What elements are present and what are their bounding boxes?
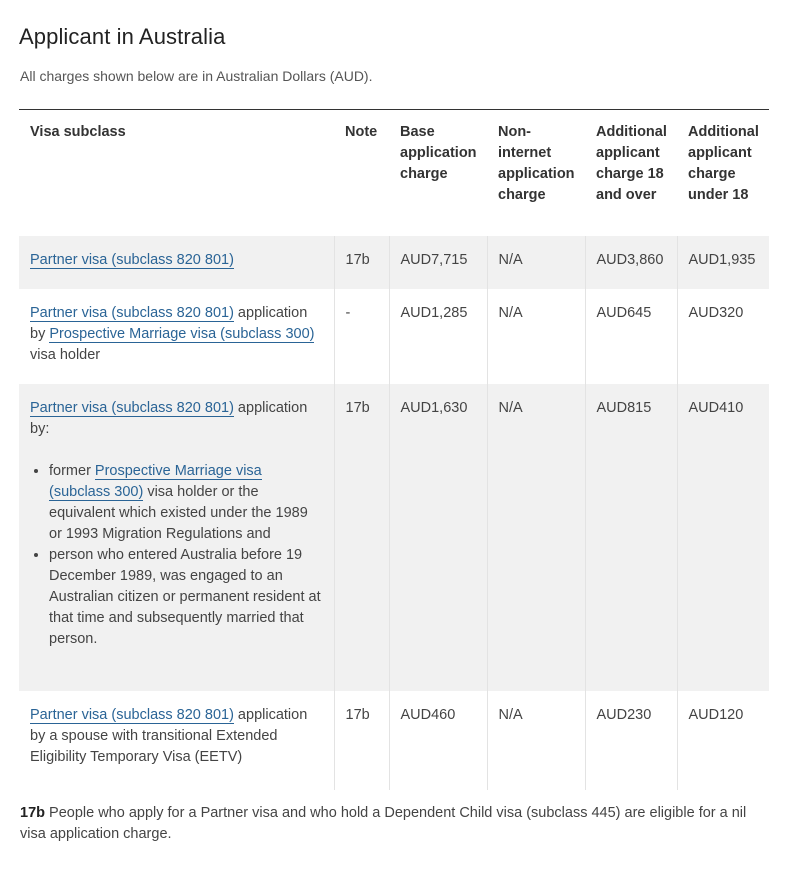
table-row — [19, 384, 769, 691]
additional-under-18-cell: AUD320 — [677, 289, 769, 384]
table-header-row — [19, 110, 769, 237]
bullet-text: person who entered Australia before 19 December 1989, was engaged to an Australian citizen or permanent resident at that time and subsequently married that person. — [49, 547, 321, 647]
bullet-prefix: former — [49, 463, 95, 479]
additional-over-18-cell: AUD815 — [585, 384, 677, 691]
note-cell: 17b — [334, 691, 389, 790]
list-item — [49, 461, 324, 545]
charges-table — [19, 109, 769, 790]
additional-over-18-cell: AUD3,860 — [585, 236, 677, 289]
header-note: Note — [345, 124, 378, 140]
prospective-marriage-visa-link[interactable]: Prospective Marriage visa (subclass 300) — [49, 463, 262, 500]
table-row — [19, 236, 769, 289]
header-visa-subclass: Visa subclass — [30, 124, 126, 140]
visa-subclass-cell — [19, 236, 334, 289]
additional-under-18-cell: AUD410 — [677, 384, 769, 691]
base-charge-cell: AUD460 — [389, 691, 487, 790]
additional-under-18-cell: AUD120 — [677, 691, 769, 790]
additional-under-18-cell: AUD1,935 — [677, 236, 769, 289]
row-text: application by — [30, 305, 308, 342]
base-charge-cell: AUD1,630 — [389, 384, 487, 691]
non-internet-charge-cell: N/A — [487, 384, 585, 691]
header-additional-under-18: Additional applicant charge under 18 — [688, 124, 759, 203]
visa-subclass-cell — [19, 289, 334, 384]
partner-visa-link[interactable]: Partner visa (subclass 820 801) — [30, 400, 234, 416]
additional-over-18-cell: AUD230 — [585, 691, 677, 790]
list-item — [49, 545, 324, 650]
non-internet-charge-cell: N/A — [487, 691, 585, 790]
non-internet-charge-cell: N/A — [487, 236, 585, 289]
visa-subclass-cell — [19, 691, 334, 790]
row-text: application by: — [30, 400, 308, 437]
header-non-internet-charge: Non-internet application charge — [498, 124, 575, 203]
eligibility-list — [30, 461, 324, 650]
note-cell: 17b — [334, 236, 389, 289]
table-row — [19, 691, 769, 790]
base-charge-cell: AUD7,715 — [389, 236, 487, 289]
base-charge-cell: AUD1,285 — [389, 289, 487, 384]
additional-over-18-cell: AUD645 — [585, 289, 677, 384]
page-title: Applicant in Australia — [19, 24, 226, 49]
visa-subclass-cell — [19, 384, 334, 691]
note-cell: 17b — [334, 384, 389, 691]
header-additional-over-18: Additional applicant charge 18 and over — [596, 124, 667, 203]
footnote-label: 17b — [20, 805, 45, 821]
charges-table-container — [19, 109, 769, 790]
prospective-marriage-visa-link[interactable]: Prospective Marriage visa (subclass 300) — [49, 326, 315, 342]
row-text: application by a spouse with transitional Extended Eligibility Temporary Visa (EETV) — [30, 707, 308, 765]
footnote-text: People who apply for a Partner visa and who hold a Dependent Child visa (subclass 445) are eligible for a nil visa application charge. — [20, 805, 747, 842]
partner-visa-link[interactable]: Partner visa (subclass 820 801) — [30, 305, 234, 321]
row-text: visa holder — [30, 347, 101, 363]
partner-visa-link[interactable]: Partner visa (subclass 820 801) — [30, 707, 234, 723]
bullet-text: visa holder or the equivalent which existed under the 1989 or 1993 Migration Regulations and — [49, 484, 308, 542]
note-cell: - — [334, 289, 389, 384]
footnote — [20, 803, 770, 845]
partner-visa-link[interactable]: Partner visa (subclass 820 801) — [30, 252, 234, 268]
table-row — [19, 289, 769, 384]
non-internet-charge-cell: N/A — [487, 289, 585, 384]
currency-note: All charges shown below are in Australian Dollars (AUD). — [20, 68, 373, 84]
header-base-charge: Base application charge — [400, 124, 477, 182]
